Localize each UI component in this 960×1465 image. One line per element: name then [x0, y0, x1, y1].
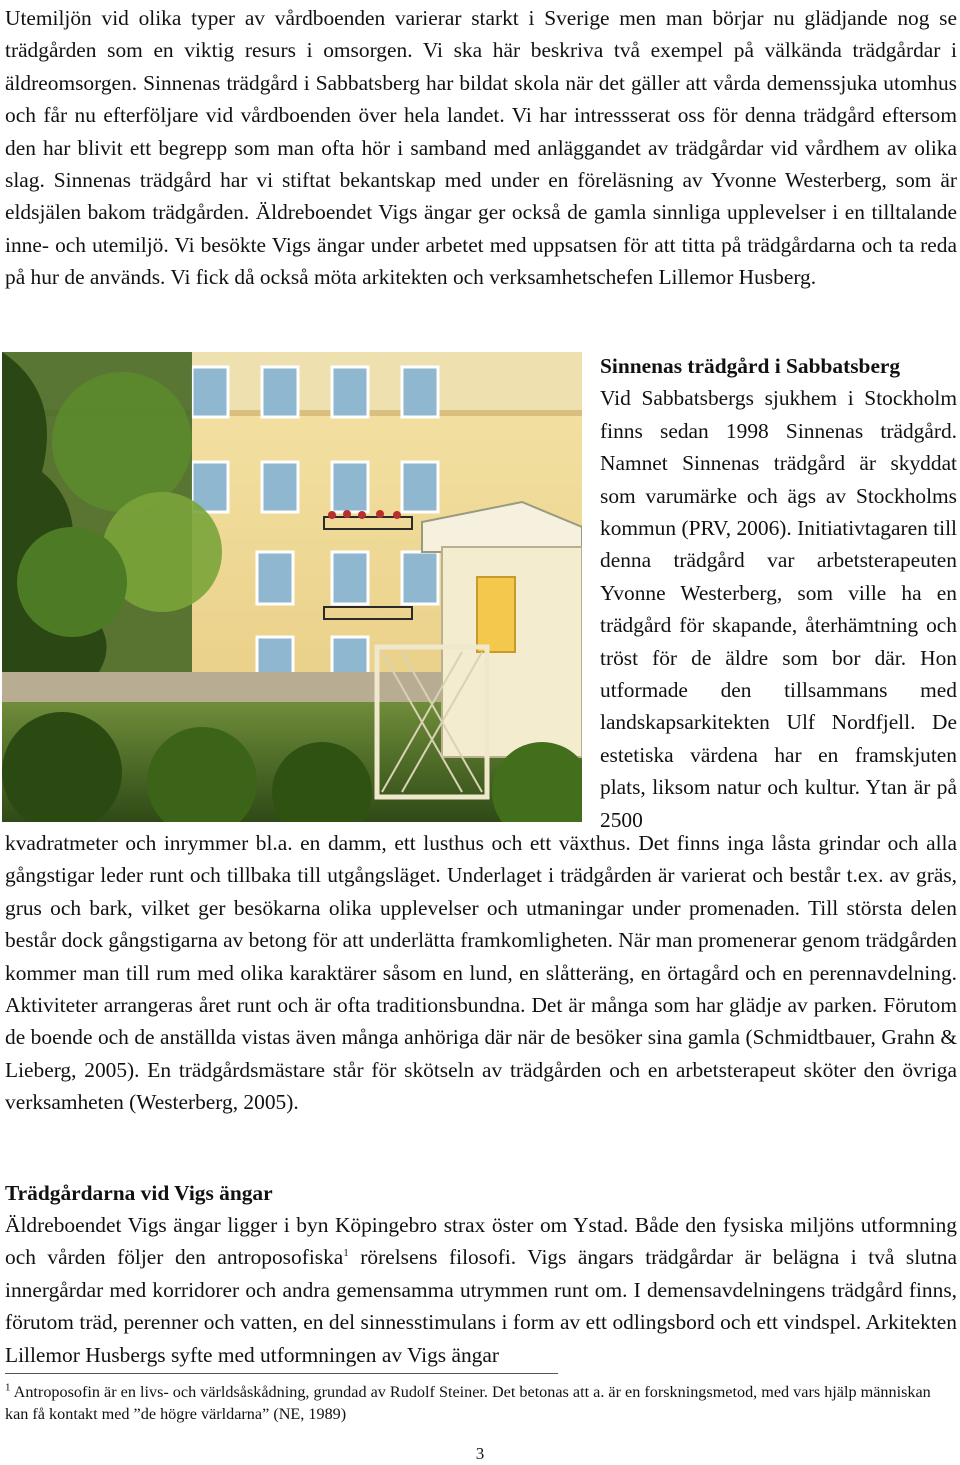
paragraph-text-after: rörelsens filosofi. Vigs ängars trädgårdar är belägna i två slutna innergårdar med korridorer och andra gemensamma utrymmen runt om. I demensavdelningens trädgård finns, förutom träd, perenner och vatten, en del sinnesstimulans i form av ett odlingsbord och ett vindspel. Arkitekten Lillemor Husbergs syfte med utformningen av Vigs ängar [5, 1245, 957, 1367]
intro-paragraph: Utemiljön vid olika typer av vårdboenden varierar starkt i Sverige men man börjar nu glädjande nog se trädgården som en viktig resurs i omsorgen. Vi ska här beskriva två exempel på välkända trädgårdar i äldreomsorgen. Sinnenas trädgård i Sabbatsberg har bildat skola när det gäller att vårda demenssjuka utomhus och får nu efterföljare vid vårdboenden över hela landet. Vi har intressserat oss för denna trädgård eftersom den har blivit ett begrepp som man ofta hör i samband med anläggandet av trädgårdar vid vårdhem av olika slag. Sinnenas trädgård har vi stiftat bekantskap med under en föreläsning av Yvonne Westerberg, som är eldsjälen bakom trädgården. Äldreboendet Vigs ängar ger också de gamla sinnliga upplevelser i en tilltalande inne- och utemiljö. Vi besökte Vigs ängar under arbetet med uppsatsen för att titta på trädgårdarna och ta reda på hur de används. Vi fick då också möta arkitekten och verksamhetschefen Lillemor Husberg. [5, 6, 957, 290]
garden-photo-illustration [2, 352, 582, 822]
section-heading: Trädgårdarna vid Vigs ängar [5, 1181, 273, 1205]
paragraph-text-before: Äldreboendet Vigs ängar ligger i byn Köpingebro strax öster om Ystad. Både den fysiska miljöns utformning och vården följer den antroposofiska [5, 1213, 957, 1270]
continuation-paragraph: kvadratmeter och inrymmer bl.a. en damm, ett lusthus och ett växthus. Det finns inga låsta grindar och alla gångstigar leder runt och tillbaka till utgångsläget. Underlaget i trädgården är varierat och består t.ex. av gräs, grus och bark, vilket ger besökarna olika upplevelser och utmaningar under promenaden. Till största delen består dock gångstigarna av betong för att underlätta framkomligheten. När man promenerar genom trädgården kommer man till rum med olika karaktärer såsom en lund, en slåtteräng, en örtagård och en perennavdelning. Aktiviteter arrangeras året runt och är ofta traditionsbundna. Det är många som har glädje av parken. Förutom de boende och de anställda vistas även många anhöriga där när de besöker sina gamla (Schmidtbauer, Grahn & Lieberg, 2005). En trädgårdsmästare står för skötseln av trädgården och en arbetsterapeut sköter den övriga verksamheten (Westerberg, 2005). [5, 831, 957, 1115]
vigs-angar-paragraph [5, 1209, 957, 1371]
footnote-reference[interactable]: 1 [343, 1247, 349, 1260]
sidebar-heading: Sinnenas trädgård i Sabbatsberg [600, 354, 901, 378]
footnote-divider [5, 1373, 558, 1374]
sidebar-section [600, 350, 957, 836]
footnote-text: Antroposofin är en livs- och världsåskådning, grundad av Rudolf Steiner. Det betonas att a. är en forskningsmetod, med vars hjälp människan kan få kontakt med ”de högre världarna” (NE, 1989) [5, 1383, 931, 1423]
footnote [5, 1381, 957, 1425]
footnote-mark: 1 [5, 1381, 11, 1394]
sidebar-paragraph: Vid Sabbatsbergs sjukhem i Stockholm finns sedan 1998 Sinnenas trädgård. Namnet Sinnenas trädgård är skyddat som varumärke och ägs av Stockholms kommun (PRV, 2006). Initiativtagaren till denna trädgård var arbetsterapeuten Yvonne Westerberg, som ville ha en trädgård för skapande, återhämtning och tröst för de äldre som bor där. Hon utformade den tillsammans med landskapsarkitekten Ulf Nordfjell. De estetiska värdena har en framskjuten plats, liksom natur och kultur. Ytan är på 2500 [600, 386, 957, 832]
garden-photo [2, 352, 582, 822]
page-number: 3 [475, 1444, 485, 1463]
